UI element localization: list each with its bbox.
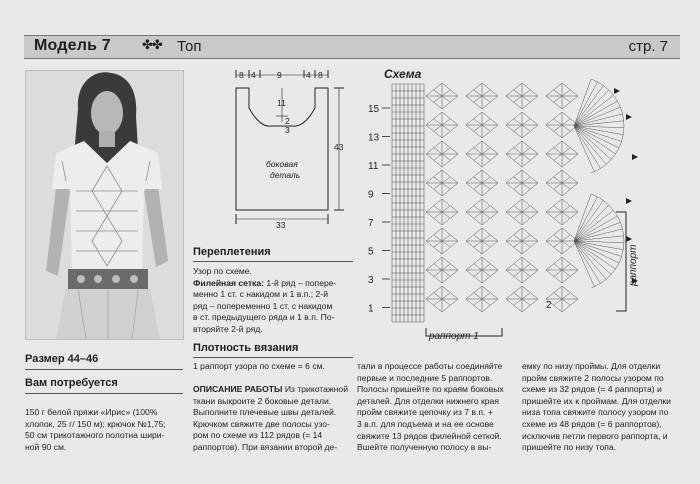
stitches-heading: Переплетения xyxy=(193,246,271,258)
dim-width: 33 xyxy=(276,220,286,230)
fan-stitch xyxy=(574,95,613,126)
scheme-motif xyxy=(426,141,458,167)
description-line: тали в процессе работы соединяйте xyxy=(357,361,503,371)
size-heading: Размер 44–46 xyxy=(25,353,99,365)
fan-stitch xyxy=(574,194,591,241)
scheme-motif xyxy=(466,228,498,254)
rapport-bottom-label: раппорт 1 xyxy=(429,331,479,342)
dim-top-4: 4 xyxy=(306,70,311,80)
scheme-motif xyxy=(426,170,458,196)
fan-stitch xyxy=(574,90,609,126)
row-number: 9 xyxy=(368,189,374,201)
scheme-motif xyxy=(426,199,458,225)
scheme-motif xyxy=(426,112,458,138)
density-text: 1 раппорт узора по схеме = 6 см. xyxy=(193,361,325,371)
scheme-motif xyxy=(546,257,578,283)
stitches-text xyxy=(193,266,355,336)
marker-2: 2 xyxy=(546,300,552,311)
description-line: первые и последние 5 раппортов. xyxy=(357,372,493,383)
materials-line: ной 90 см. xyxy=(25,441,67,452)
scheme-motif xyxy=(466,83,498,109)
dim-top-1: 8 xyxy=(239,70,244,80)
scheme-motif xyxy=(546,83,578,109)
description-line: ОПИСАНИЕ РАБОТЫ Из трикотажной xyxy=(193,384,349,394)
scheme-motif xyxy=(506,83,538,109)
scheme-motif xyxy=(506,286,538,312)
divider xyxy=(25,369,183,370)
description-line: ром по схеме из 112 рядов (= 14 xyxy=(193,430,323,441)
description-line: схеме из 32 рядов (= 4 раппорта) и xyxy=(522,384,662,395)
description-line: пройм свяжите 2 полосы узором по xyxy=(522,372,664,383)
piece-label-2: деталь xyxy=(270,170,301,180)
description-line: Крючком свяжите две полосы узо- xyxy=(193,418,330,429)
fan-stitch xyxy=(574,241,611,274)
row-number: 7 xyxy=(368,218,374,229)
stitches-line: в ст. предыдущего ряда и 1 в.п. По- xyxy=(193,312,335,323)
dim-top-2: 4 xyxy=(251,70,256,80)
description-line: низа топа свяжите полосу узором по xyxy=(522,407,669,418)
fan-stitch xyxy=(574,241,606,279)
description-line: 3 в.п. для подъема и на ее основе xyxy=(357,418,494,429)
scheme-motif xyxy=(546,170,578,196)
divider xyxy=(193,261,353,262)
scheme-motif xyxy=(506,170,538,196)
row-number: 3 xyxy=(368,275,374,286)
density-heading: Плотность вязания xyxy=(193,342,299,354)
model-photo-illustration xyxy=(26,71,183,339)
stitches-line: вторяйте 2-й ряд. xyxy=(193,323,263,334)
description-line: пришейте по низу топа. xyxy=(522,442,617,453)
scheme-motif xyxy=(466,257,498,283)
piece-label-1: боковая xyxy=(266,159,298,169)
scheme-motif xyxy=(546,141,578,167)
scheme-motif xyxy=(506,228,538,254)
description-line: пришейте их к проймам. Для отделки xyxy=(522,395,671,406)
description-line: свяжите 13 рядов филейной сеткой. xyxy=(357,430,502,441)
rapport-side-label: раппорт xyxy=(628,244,639,286)
model-subtitle: Топ xyxy=(177,38,202,55)
fan-edge xyxy=(591,194,624,288)
scheme-motif xyxy=(466,286,498,312)
crochet-scheme xyxy=(364,66,680,348)
description-line: емку по низу проймы. Для отделки xyxy=(522,361,661,371)
scheme-motif xyxy=(426,286,458,312)
materials-line: 150 г белой пряжи «Ирис» (100% xyxy=(25,407,158,417)
row-number: 5 xyxy=(368,246,374,258)
stitches-line: ряд – попеременно 1 ст. с накидом xyxy=(193,300,333,311)
header-bar xyxy=(24,35,680,59)
stitches-line: Узор по схеме. xyxy=(193,266,252,276)
description-line: схеме из 48 рядов (= 6 раппортов), xyxy=(522,418,662,429)
scheme-motif xyxy=(506,257,538,283)
pattern-piece-diagram xyxy=(222,66,362,236)
dim-inner-11: 11 xyxy=(277,98,286,108)
scheme-motif xyxy=(546,228,578,254)
model-title: Модель 7 xyxy=(34,37,111,54)
scheme-motif xyxy=(466,199,498,225)
description-line: Вшейте полученную полосу в вы- xyxy=(357,442,492,453)
fan-stitch xyxy=(574,126,611,159)
scheme-motif xyxy=(426,83,458,109)
description-term: ОПИСАНИЕ РАБОТЫ xyxy=(193,384,283,394)
scheme-motif xyxy=(426,257,458,283)
description-line: Полосы пришейте по краям боковых xyxy=(357,384,504,395)
description-line: деталей. Для отделки нижнего края xyxy=(357,395,499,406)
description-line: Выполните плечевые швы деталей. xyxy=(193,407,337,418)
scheme-motif xyxy=(466,141,498,167)
fan-stitch xyxy=(574,126,622,141)
divider xyxy=(25,393,183,394)
row-number: 13 xyxy=(368,132,380,144)
dim-inner-2: 2 xyxy=(285,116,290,126)
fan-stitch xyxy=(574,210,613,241)
stitches-line: менно 1 ст. с накидом и 1 в.п.; 2-й xyxy=(193,289,328,300)
description-line: раппортов). При вязании второй де- xyxy=(193,441,338,452)
fan-stitch xyxy=(574,79,591,126)
dim-top-5: 8 xyxy=(318,70,323,80)
fan-stitch xyxy=(574,205,609,241)
row-number: 15 xyxy=(368,104,380,115)
materials-line: 50 см трикотажного полотна шири- xyxy=(25,430,165,441)
dim-top-3: 9 xyxy=(277,70,282,80)
row-number: 11 xyxy=(368,161,379,172)
ornament-icon: ✤✤ xyxy=(142,37,162,52)
description-line: исключив петли первого раппорта, и xyxy=(522,430,668,441)
row-number: 1 xyxy=(368,303,374,315)
materials-heading: Вам потребуется xyxy=(25,377,118,389)
scheme-title: Схема xyxy=(384,67,422,81)
scheme-motif xyxy=(426,228,458,254)
model-photo xyxy=(25,70,184,340)
scheme-motif xyxy=(506,199,538,225)
scheme-motif xyxy=(546,112,578,138)
materials-line: хлопок, 25 г/ 150 м); крючок №1,75; xyxy=(25,418,166,429)
description-col-3 xyxy=(522,361,684,454)
materials-text xyxy=(25,407,185,453)
description-line: пройм свяжите цепочку из 7 в.п. + xyxy=(357,407,493,418)
fan-stitch xyxy=(574,241,622,256)
stitch-term: Филейная сетка: xyxy=(193,277,264,288)
scheme-motif xyxy=(466,170,498,196)
scheme-motif xyxy=(506,141,538,167)
dim-height: 43 xyxy=(334,142,344,152)
description-col-2 xyxy=(357,361,519,454)
scheme-motif xyxy=(546,199,578,225)
scheme-motif xyxy=(466,112,498,138)
dim-inner-3: 3 xyxy=(285,125,290,135)
fan-edge xyxy=(591,79,624,173)
page-number: стр. 7 xyxy=(628,38,668,55)
divider xyxy=(193,357,353,358)
description-line: ткани выкроите 2 боковые детали. xyxy=(193,395,332,406)
fan-stitch xyxy=(574,126,606,164)
scheme-motif xyxy=(506,112,538,138)
description-col-1 xyxy=(193,384,355,454)
stitches-line: Филейная сетка: 1-й ряд – попере- xyxy=(193,277,337,288)
